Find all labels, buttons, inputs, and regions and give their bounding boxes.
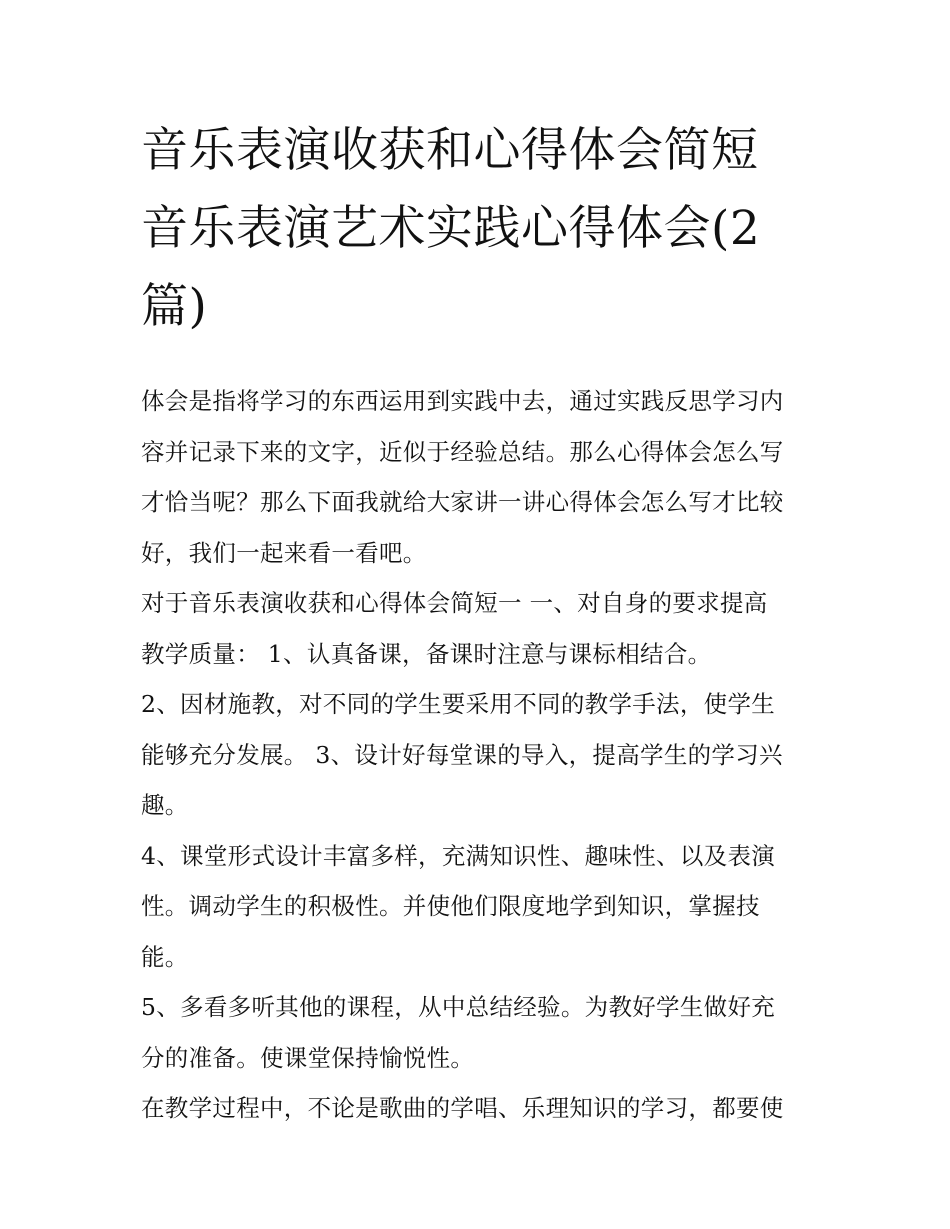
- text-line: 2、因材施教，对不同的学生要采用不同的教学手法，使学生: [141, 690, 776, 718]
- text-line: 性。调动学生的积极性。并使他们限度地学到知识，掌握技: [141, 892, 760, 920]
- text-line: 趣。: [141, 791, 189, 819]
- paragraph-item-4: [141, 831, 813, 983]
- document-body: [141, 376, 813, 1134]
- paragraph-intro: [141, 376, 813, 578]
- text-line: 才恰当呢？那么下面我就给大家讲一讲心得体会怎么写才比较: [141, 488, 784, 516]
- text-line: 分的准备。使课堂保持愉悦性。: [141, 1043, 475, 1072]
- document-page: [141, 112, 813, 1134]
- text-line: 在教学过程中，不论是歌曲的学唱、乐理知识的学习，都要使: [141, 1094, 784, 1122]
- text-line: 对于音乐表演收获和心得体会简短一 一、对自身的要求提高: [141, 589, 768, 617]
- text-line: 容并记录下来的文字，近似于经验总结。那么心得体会怎么写: [141, 437, 784, 466]
- text-line: 教学质量： 1、认真备课，备课时注意与课标相结合。: [141, 639, 712, 668]
- text-line: 能。: [141, 942, 189, 971]
- title-line: 音乐表演艺术实践心得体会(2: [141, 201, 761, 256]
- text-line: 4、课堂形式设计丰富多样，充满知识性、趣味性、以及表演: [141, 841, 776, 870]
- paragraph-section-one: [141, 578, 813, 679]
- paragraph-item-2: [141, 679, 813, 831]
- title-line: 音乐表演收获和心得体会简短: [141, 123, 759, 178]
- paragraph-item-5: [141, 982, 813, 1083]
- text-line: 体会是指将学习的东西运用到实践中去，通过实践反思学习内: [141, 387, 784, 415]
- text-line: 5、多看多听其他的课程，从中总结经验。为教好学生做好充: [141, 993, 776, 1021]
- text-line: 好，我们一起来看一看吧。: [141, 538, 427, 567]
- paragraph-teaching-process: [141, 1083, 813, 1134]
- title-line: 篇): [141, 279, 208, 334]
- text-line: 能够充分发展。 3、设计好每堂课的导入，提高学生的学习兴: [141, 740, 783, 769]
- document-title: [141, 112, 813, 346]
